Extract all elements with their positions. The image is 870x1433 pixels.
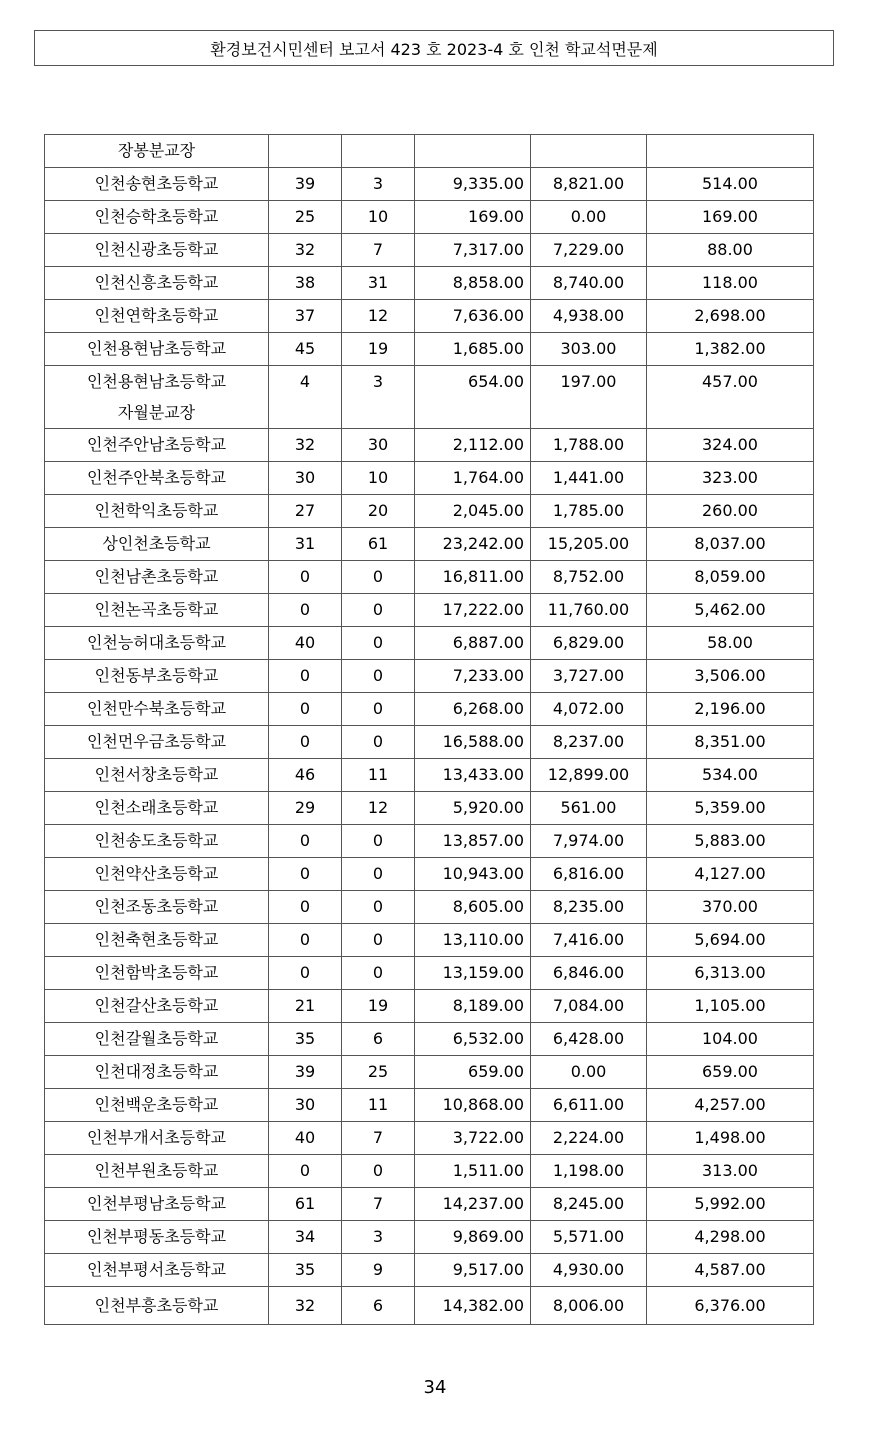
value-cell-1: 0 xyxy=(269,1155,342,1188)
school-name: 인천신흥초등학교 xyxy=(94,273,219,292)
value-cell-5: 5,992.00 xyxy=(647,1188,814,1221)
table-row xyxy=(45,528,814,561)
value-cell-3: 10,868.00 xyxy=(415,1089,531,1122)
value-cell-2: 30 xyxy=(342,429,415,462)
table-row xyxy=(45,1254,814,1287)
value-cell-4: 0.00 xyxy=(531,1056,647,1089)
value-cell-5: 1,382.00 xyxy=(647,333,814,366)
school-name-cell xyxy=(45,957,269,990)
school-name-cell xyxy=(45,825,269,858)
value-cell-1: 45 xyxy=(269,333,342,366)
school-name-cell xyxy=(45,1287,269,1325)
table-row xyxy=(45,267,814,300)
school-name: 인천용현남초등학교 xyxy=(86,372,227,391)
school-name: 인천약산초등학교 xyxy=(94,864,219,883)
value-cell-4: 7,974.00 xyxy=(531,825,647,858)
value-cell-5: 8,059.00 xyxy=(647,561,814,594)
value-cell-2: 11 xyxy=(342,759,415,792)
value-cell-3: 14,237.00 xyxy=(415,1188,531,1221)
value-cell-5: 324.00 xyxy=(647,429,814,462)
table-row xyxy=(45,234,814,267)
value-cell-3: 13,857.00 xyxy=(415,825,531,858)
value-cell-3: 169.00 xyxy=(415,201,531,234)
value-cell-3: 2,112.00 xyxy=(415,429,531,462)
school-name: 인천조동초등학교 xyxy=(94,897,219,916)
value-cell-4: 197.00 xyxy=(531,366,647,429)
value-cell-1: 0 xyxy=(269,858,342,891)
school-name-cell xyxy=(45,891,269,924)
value-cell-5: 323.00 xyxy=(647,462,814,495)
value-cell-5: 514.00 xyxy=(647,168,814,201)
school-name: 인천먼우금초등학교 xyxy=(86,732,227,751)
school-name-cell xyxy=(45,1089,269,1122)
value-cell-1: 38 xyxy=(269,267,342,300)
value-cell-1: 0 xyxy=(269,594,342,627)
school-name-cell xyxy=(45,924,269,957)
table-row xyxy=(45,594,814,627)
value-cell-5 xyxy=(647,135,814,168)
value-cell-1: 32 xyxy=(269,234,342,267)
value-cell-3: 9,335.00 xyxy=(415,168,531,201)
value-cell-1: 30 xyxy=(269,1089,342,1122)
value-cell-2: 0 xyxy=(342,957,415,990)
table-row xyxy=(45,660,814,693)
value-cell-3: 5,920.00 xyxy=(415,792,531,825)
value-cell-3: 8,605.00 xyxy=(415,891,531,924)
value-cell-2: 10 xyxy=(342,201,415,234)
value-cell-4: 3,727.00 xyxy=(531,660,647,693)
school-name-cell xyxy=(45,1023,269,1056)
value-cell-4: 1,785.00 xyxy=(531,495,647,528)
school-name: 인천송현초등학교 xyxy=(94,174,219,193)
table-row xyxy=(45,825,814,858)
school-name: 인천남촌초등학교 xyxy=(94,567,219,586)
value-cell-4: 561.00 xyxy=(531,792,647,825)
value-cell-4: 7,229.00 xyxy=(531,234,647,267)
value-cell-3: 1,685.00 xyxy=(415,333,531,366)
value-cell-4: 6,829.00 xyxy=(531,627,647,660)
value-cell-1: 29 xyxy=(269,792,342,825)
value-cell-4: 1,441.00 xyxy=(531,462,647,495)
value-cell-5: 5,694.00 xyxy=(647,924,814,957)
value-cell-2: 0 xyxy=(342,891,415,924)
value-cell-2: 6 xyxy=(342,1023,415,1056)
value-cell-4: 8,237.00 xyxy=(531,726,647,759)
school-name: 인천대정초등학교 xyxy=(94,1062,219,1081)
table-row xyxy=(45,957,814,990)
value-cell-3: 8,189.00 xyxy=(415,990,531,1023)
value-cell-1: 0 xyxy=(269,924,342,957)
value-cell-5: 4,298.00 xyxy=(647,1221,814,1254)
value-cell-3: 13,433.00 xyxy=(415,759,531,792)
school-name: 인천백운초등학교 xyxy=(94,1095,219,1114)
value-cell-5: 6,376.00 xyxy=(647,1287,814,1325)
table-row xyxy=(45,1155,814,1188)
table-row xyxy=(45,627,814,660)
value-cell-5: 104.00 xyxy=(647,1023,814,1056)
table-row xyxy=(45,1221,814,1254)
school-name: 인천능허대초등학교 xyxy=(86,633,227,652)
table-row xyxy=(45,759,814,792)
value-cell-1: 32 xyxy=(269,429,342,462)
school-name: 인천소래초등학교 xyxy=(94,798,219,817)
school-name: 인천부평동초등학교 xyxy=(86,1227,227,1246)
table-row xyxy=(45,495,814,528)
value-cell-1: 35 xyxy=(269,1023,342,1056)
value-cell-1: 27 xyxy=(269,495,342,528)
value-cell-1: 35 xyxy=(269,1254,342,1287)
value-cell-4: 15,205.00 xyxy=(531,528,647,561)
table-row xyxy=(45,201,814,234)
school-name: 인천송도초등학교 xyxy=(94,831,219,850)
school-name-cell xyxy=(45,990,269,1023)
value-cell-2: 0 xyxy=(342,594,415,627)
school-name-cell xyxy=(45,267,269,300)
value-cell-2: 19 xyxy=(342,333,415,366)
value-cell-3: 6,268.00 xyxy=(415,693,531,726)
school-name: 인천승학초등학교 xyxy=(94,207,219,226)
value-cell-2: 0 xyxy=(342,924,415,957)
value-cell-1: 39 xyxy=(269,1056,342,1089)
value-cell-3: 17,222.00 xyxy=(415,594,531,627)
school-name-cell xyxy=(45,201,269,234)
school-name-cell xyxy=(45,168,269,201)
value-cell-1: 40 xyxy=(269,1122,342,1155)
value-cell-2: 7 xyxy=(342,234,415,267)
value-cell-5: 457.00 xyxy=(647,366,814,429)
table-row xyxy=(45,168,814,201)
value-cell-5: 5,462.00 xyxy=(647,594,814,627)
value-cell-5: 8,351.00 xyxy=(647,726,814,759)
value-cell-2: 7 xyxy=(342,1122,415,1155)
school-asbestos-table xyxy=(44,134,814,1325)
value-cell-4: 7,084.00 xyxy=(531,990,647,1023)
school-name: 인천주안북초등학교 xyxy=(86,468,227,487)
table-row xyxy=(45,1287,814,1325)
value-cell-1: 21 xyxy=(269,990,342,1023)
table-row xyxy=(45,333,814,366)
value-cell-2: 19 xyxy=(342,990,415,1023)
value-cell-2: 0 xyxy=(342,726,415,759)
value-cell-4: 7,416.00 xyxy=(531,924,647,957)
value-cell-3: 14,382.00 xyxy=(415,1287,531,1325)
school-name-cell xyxy=(45,1122,269,1155)
value-cell-4: 303.00 xyxy=(531,333,647,366)
table-row xyxy=(45,462,814,495)
school-name-cell xyxy=(45,858,269,891)
value-cell-5: 5,883.00 xyxy=(647,825,814,858)
value-cell-4: 4,072.00 xyxy=(531,693,647,726)
value-cell-2: 11 xyxy=(342,1089,415,1122)
value-cell-5: 169.00 xyxy=(647,201,814,234)
value-cell-2: 7 xyxy=(342,1188,415,1221)
value-cell-3: 23,242.00 xyxy=(415,528,531,561)
table-row xyxy=(45,300,814,333)
school-name: 인천논곡초등학교 xyxy=(94,600,219,619)
value-cell-5: 8,037.00 xyxy=(647,528,814,561)
table-row xyxy=(45,792,814,825)
value-cell-4: 8,006.00 xyxy=(531,1287,647,1325)
value-cell-1: 0 xyxy=(269,693,342,726)
school-name-cell xyxy=(45,366,269,429)
value-cell-2: 0 xyxy=(342,1155,415,1188)
value-cell-1: 31 xyxy=(269,528,342,561)
value-cell-3: 7,636.00 xyxy=(415,300,531,333)
table-row xyxy=(45,990,814,1023)
value-cell-5: 88.00 xyxy=(647,234,814,267)
value-cell-1: 0 xyxy=(269,660,342,693)
value-cell-5: 6,313.00 xyxy=(647,957,814,990)
value-cell-2: 0 xyxy=(342,825,415,858)
table-row xyxy=(45,1089,814,1122)
school-name-cell xyxy=(45,1254,269,1287)
value-cell-1: 37 xyxy=(269,300,342,333)
school-name-cell xyxy=(45,333,269,366)
value-cell-5: 2,196.00 xyxy=(647,693,814,726)
value-cell-5: 370.00 xyxy=(647,891,814,924)
value-cell-2: 3 xyxy=(342,366,415,429)
value-cell-3: 10,943.00 xyxy=(415,858,531,891)
value-cell-1: 34 xyxy=(269,1221,342,1254)
value-cell-2: 0 xyxy=(342,693,415,726)
value-cell-5: 4,587.00 xyxy=(647,1254,814,1287)
school-name-cell xyxy=(45,1056,269,1089)
value-cell-3: 6,532.00 xyxy=(415,1023,531,1056)
school-name-cell xyxy=(45,1188,269,1221)
value-cell-3: 9,517.00 xyxy=(415,1254,531,1287)
value-cell-5: 5,359.00 xyxy=(647,792,814,825)
value-cell-4: 8,740.00 xyxy=(531,267,647,300)
school-name-cell xyxy=(45,561,269,594)
report-header: 환경보건시민센터 보고서 423 호 2023-4 호 인천 학교석면문제 xyxy=(34,30,834,66)
school-name-cell xyxy=(45,234,269,267)
value-cell-2: 61 xyxy=(342,528,415,561)
school-name: 인천함박초등학교 xyxy=(94,963,219,982)
value-cell-3: 1,511.00 xyxy=(415,1155,531,1188)
value-cell-4: 2,224.00 xyxy=(531,1122,647,1155)
school-name: 인천축현초등학교 xyxy=(94,930,219,949)
value-cell-3: 2,045.00 xyxy=(415,495,531,528)
school-name-cell xyxy=(45,726,269,759)
value-cell-1: 39 xyxy=(269,168,342,201)
value-cell-4: 6,611.00 xyxy=(531,1089,647,1122)
value-cell-2: 25 xyxy=(342,1056,415,1089)
table-row xyxy=(45,366,814,429)
school-name-cell xyxy=(45,1155,269,1188)
school-name: 인천주안남초등학교 xyxy=(86,435,227,454)
school-name: 인천갈산초등학교 xyxy=(94,996,219,1015)
value-cell-5: 4,127.00 xyxy=(647,858,814,891)
value-cell-4: 4,930.00 xyxy=(531,1254,647,1287)
value-cell-5: 118.00 xyxy=(647,267,814,300)
school-name-cell xyxy=(45,627,269,660)
value-cell-2: 3 xyxy=(342,168,415,201)
table-row xyxy=(45,1188,814,1221)
value-cell-4: 1,788.00 xyxy=(531,429,647,462)
table-row xyxy=(45,924,814,957)
table-row xyxy=(45,1056,814,1089)
value-cell-2: 20 xyxy=(342,495,415,528)
school-name-cell xyxy=(45,528,269,561)
value-cell-3: 16,588.00 xyxy=(415,726,531,759)
value-cell-2: 31 xyxy=(342,267,415,300)
value-cell-5: 313.00 xyxy=(647,1155,814,1188)
value-cell-1: 4 xyxy=(269,366,342,429)
school-name-cell xyxy=(45,462,269,495)
table-row xyxy=(45,1023,814,1056)
school-name-cell xyxy=(45,495,269,528)
table-row xyxy=(45,858,814,891)
value-cell-2: 0 xyxy=(342,627,415,660)
value-cell-1: 0 xyxy=(269,891,342,924)
value-cell-4: 12,899.00 xyxy=(531,759,647,792)
table-row xyxy=(45,1122,814,1155)
value-cell-1: 0 xyxy=(269,825,342,858)
school-name-cell xyxy=(45,300,269,333)
value-cell-1: 25 xyxy=(269,201,342,234)
school-name: 인천부평남초등학교 xyxy=(86,1194,227,1213)
page-number: 34 xyxy=(423,1377,447,1398)
value-cell-4: 0.00 xyxy=(531,201,647,234)
value-cell-2: 12 xyxy=(342,792,415,825)
school-name-cell xyxy=(45,429,269,462)
school-name: 상인천초등학교 xyxy=(102,534,211,553)
value-cell-4: 8,752.00 xyxy=(531,561,647,594)
value-cell-2: 9 xyxy=(342,1254,415,1287)
value-cell-1: 61 xyxy=(269,1188,342,1221)
school-name: 인천동부초등학교 xyxy=(94,666,219,685)
school-name: 인천부원초등학교 xyxy=(94,1161,219,1180)
value-cell-2: 6 xyxy=(342,1287,415,1325)
school-name: 인천학익초등학교 xyxy=(94,501,219,520)
value-cell-3: 1,764.00 xyxy=(415,462,531,495)
school-name: 인천부평서초등학교 xyxy=(86,1260,227,1279)
table-row xyxy=(45,429,814,462)
school-name-cell xyxy=(45,660,269,693)
value-cell-3: 13,110.00 xyxy=(415,924,531,957)
value-cell-5: 58.00 xyxy=(647,627,814,660)
table-row xyxy=(45,726,814,759)
value-cell-4: 6,816.00 xyxy=(531,858,647,891)
value-cell-4: 1,198.00 xyxy=(531,1155,647,1188)
value-cell-4: 8,821.00 xyxy=(531,168,647,201)
value-cell-5: 3,506.00 xyxy=(647,660,814,693)
value-cell-3: 7,317.00 xyxy=(415,234,531,267)
value-cell-3: 659.00 xyxy=(415,1056,531,1089)
value-cell-1: 0 xyxy=(269,726,342,759)
value-cell-5: 1,105.00 xyxy=(647,990,814,1023)
value-cell-1: 40 xyxy=(269,627,342,660)
value-cell-2: 0 xyxy=(342,858,415,891)
value-cell-3 xyxy=(415,135,531,168)
value-cell-3: 13,159.00 xyxy=(415,957,531,990)
table-row xyxy=(45,561,814,594)
value-cell-5: 260.00 xyxy=(647,495,814,528)
value-cell-4: 11,760.00 xyxy=(531,594,647,627)
table-row xyxy=(45,891,814,924)
value-cell-4: 8,245.00 xyxy=(531,1188,647,1221)
value-cell-3: 654.00 xyxy=(415,366,531,429)
school-name: 인천갈월초등학교 xyxy=(94,1029,219,1048)
value-cell-3: 9,869.00 xyxy=(415,1221,531,1254)
value-cell-4: 5,571.00 xyxy=(531,1221,647,1254)
school-name: 인천부흥초등학교 xyxy=(94,1295,219,1315)
value-cell-5: 4,257.00 xyxy=(647,1089,814,1122)
school-name-cell xyxy=(45,792,269,825)
table-row xyxy=(45,693,814,726)
value-cell-2: 0 xyxy=(342,660,415,693)
school-name: 인천만수북초등학교 xyxy=(86,699,227,718)
value-cell-4: 8,235.00 xyxy=(531,891,647,924)
value-cell-1: 32 xyxy=(269,1287,342,1325)
value-cell-2 xyxy=(342,135,415,168)
school-name-cell xyxy=(45,759,269,792)
value-cell-2: 10 xyxy=(342,462,415,495)
value-cell-1: 0 xyxy=(269,957,342,990)
value-cell-5: 659.00 xyxy=(647,1056,814,1089)
school-name: 인천부개서초등학교 xyxy=(86,1128,227,1147)
school-name-cell xyxy=(45,135,269,168)
value-cell-4: 6,428.00 xyxy=(531,1023,647,1056)
value-cell-5: 1,498.00 xyxy=(647,1122,814,1155)
value-cell-5: 2,698.00 xyxy=(647,300,814,333)
value-cell-2: 3 xyxy=(342,1221,415,1254)
school-name: 장봉분교장 xyxy=(117,141,196,160)
value-cell-5: 534.00 xyxy=(647,759,814,792)
school-name: 인천서창초등학교 xyxy=(94,765,219,784)
school-name-line2: 자월분교장 xyxy=(117,403,196,422)
school-name: 인천용현남초등학교 xyxy=(86,339,227,358)
value-cell-3: 16,811.00 xyxy=(415,561,531,594)
school-name-cell xyxy=(45,1221,269,1254)
value-cell-1: 46 xyxy=(269,759,342,792)
school-name-cell xyxy=(45,693,269,726)
value-cell-1: 0 xyxy=(269,561,342,594)
value-cell-3: 7,233.00 xyxy=(415,660,531,693)
value-cell-3: 6,887.00 xyxy=(415,627,531,660)
value-cell-4: 4,938.00 xyxy=(531,300,647,333)
value-cell-1: 30 xyxy=(269,462,342,495)
value-cell-4 xyxy=(531,135,647,168)
school-name-cell xyxy=(45,594,269,627)
value-cell-3: 8,858.00 xyxy=(415,267,531,300)
value-cell-4: 6,846.00 xyxy=(531,957,647,990)
value-cell-2: 0 xyxy=(342,561,415,594)
value-cell-2: 12 xyxy=(342,300,415,333)
school-name: 인천신광초등학교 xyxy=(94,240,219,259)
value-cell-1 xyxy=(269,135,342,168)
table-row xyxy=(45,135,814,168)
value-cell-3: 3,722.00 xyxy=(415,1122,531,1155)
school-name: 인천연학초등학교 xyxy=(94,306,219,325)
